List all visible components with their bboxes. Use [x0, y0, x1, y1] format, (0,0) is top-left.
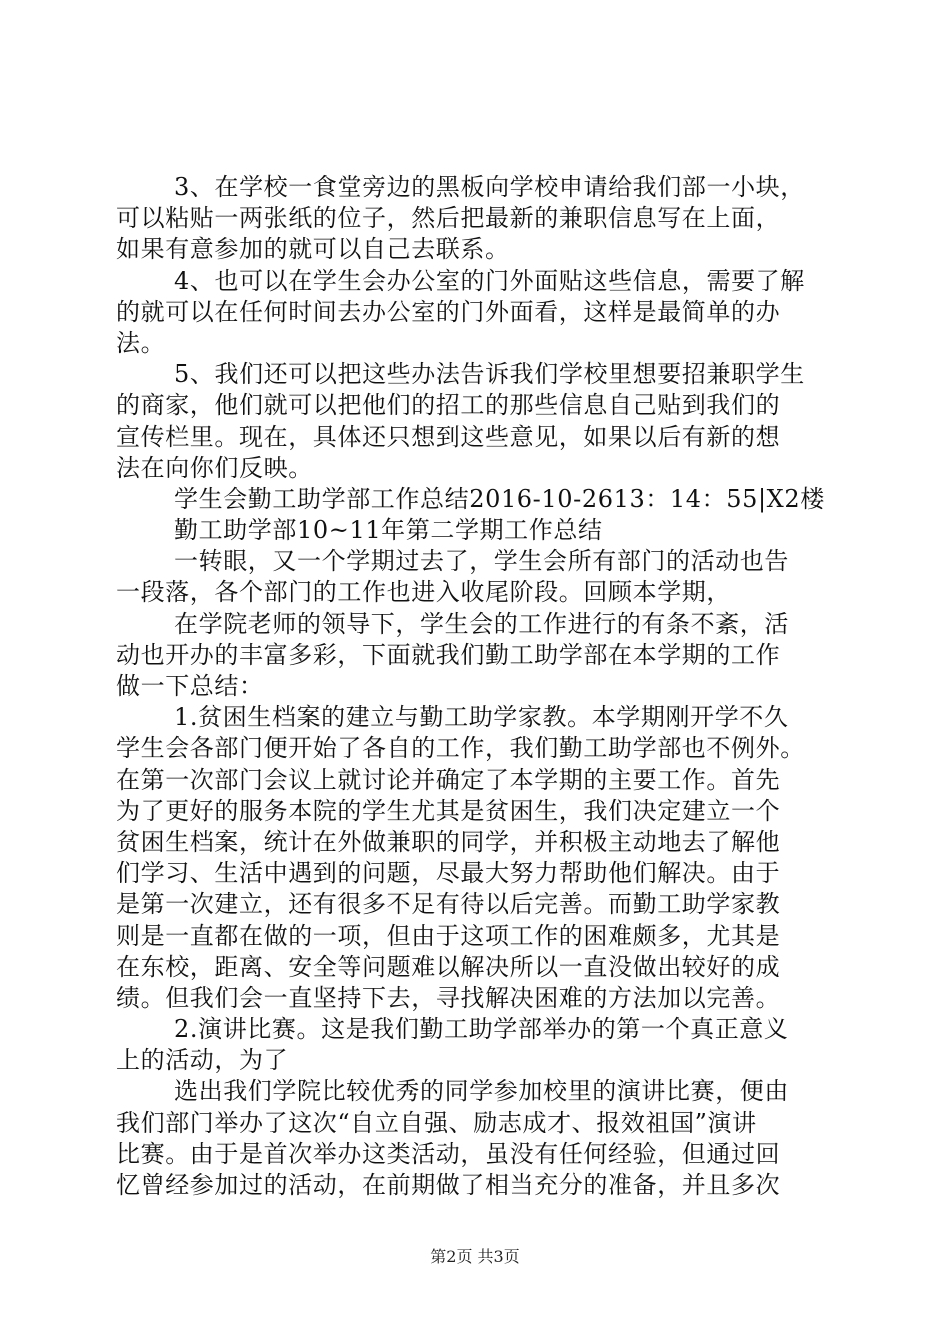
page-footer: 第2页 共3页	[430, 1247, 520, 1266]
text-line: 5、我们还可以把这些办法告诉我们学校里想要招兼职学生	[174, 360, 805, 389]
text-line: 的商家，他们就可以把他们的招工的那些信息自己贴到我们的	[116, 391, 781, 420]
text-line: 动也开办的丰富多彩，下面就我们勤工助学部在本学期的工作	[116, 640, 781, 669]
text-line: 在东校，距离、安全等问题难以解决所以一直没做出较好的成	[116, 952, 781, 981]
text-line: 可以粘贴一两张纸的位子，然后把最新的兼职信息写在上面，	[116, 204, 781, 233]
text-line: 做一下总结：	[116, 672, 264, 700]
text-line: 上的活动，为了	[116, 1046, 289, 1075]
text-line: 的就可以在任何时间去办公室的门外面看，这样是最简单的办	[116, 297, 781, 326]
text-line: 法。	[116, 328, 166, 357]
text-line: 为了更好的服务本院的学生尤其是贫困生，我们决定建立一个	[116, 796, 781, 825]
text-line: 法在向你们反映。	[116, 453, 313, 482]
text-line: 选出我们学院比较优秀的同学参加校里的演讲比赛，便由	[174, 1077, 789, 1106]
text-line: 学生会勤工助学部工作总结2016-10-2613：14：55|X2楼	[174, 484, 825, 513]
text-line: 2.演讲比赛。这是我们勤工助学部举办的第一个真正意义	[174, 1015, 789, 1044]
document-body	[116, 172, 836, 1201]
text-line: 1.贫困生档案的建立与勤工助学家教。本学期刚开学不久	[174, 703, 789, 732]
text-line: 勤工助学部10~11年第二学期工作总结	[174, 516, 603, 545]
text-line: 绩。但我们会一直坚持下去，寻找解决困难的方法加以完善。	[116, 983, 781, 1012]
text-line: 比赛。由于是首次举办这类活动，虽没有任何经验，但通过回	[116, 1139, 781, 1168]
text-line: 在第一次部门会议上就讨论并确定了本学期的主要工作。首先	[116, 765, 781, 794]
text-line: 4、也可以在学生会办公室的门外面贴这些信息，需要了解	[174, 266, 805, 295]
text-line: 贫困生档案，统计在外做兼职的同学，并积极主动地去了解他	[116, 827, 781, 856]
text-line: 忆曾经参加过的活动，在前期做了相当充分的准备，并且多次	[116, 1171, 781, 1199]
text-line: 是第一次建立，还有很多不足有待以后完善。而勤工助学家教	[116, 890, 781, 919]
text-line: 们学习、生活中遇到的问题，尽最大努力帮助他们解决。由于	[116, 859, 781, 888]
text-line: 一段落，各个部门的工作也进入收尾阶段。回顾本学期，	[116, 578, 731, 607]
text-line: 3、在学校一食堂旁边的黑板向学校申请给我们部一小块，	[174, 173, 805, 201]
text-line: 一转眼，又一个学期过去了，学生会所有部门的活动也告	[174, 547, 789, 576]
text-line: 我们部门举办了这次“自立自强、励志成才、报效祖国”演讲	[116, 1108, 757, 1137]
text-line: 则是一直都在做的一项，但由于这项工作的困难颇多，尤其是	[116, 921, 781, 950]
text-line: 宣传栏里。现在，具体还只想到这些意见，如果以后有新的想	[116, 422, 781, 451]
text-line: 在学院老师的领导下，学生会的工作进行的有条不紊，活	[174, 609, 789, 638]
text-line: 学生会各部门便开始了各自的工作，我们勤工助学部也不例外。	[116, 734, 805, 763]
text-line: 如果有意参加的就可以自己去联系。	[116, 235, 510, 264]
